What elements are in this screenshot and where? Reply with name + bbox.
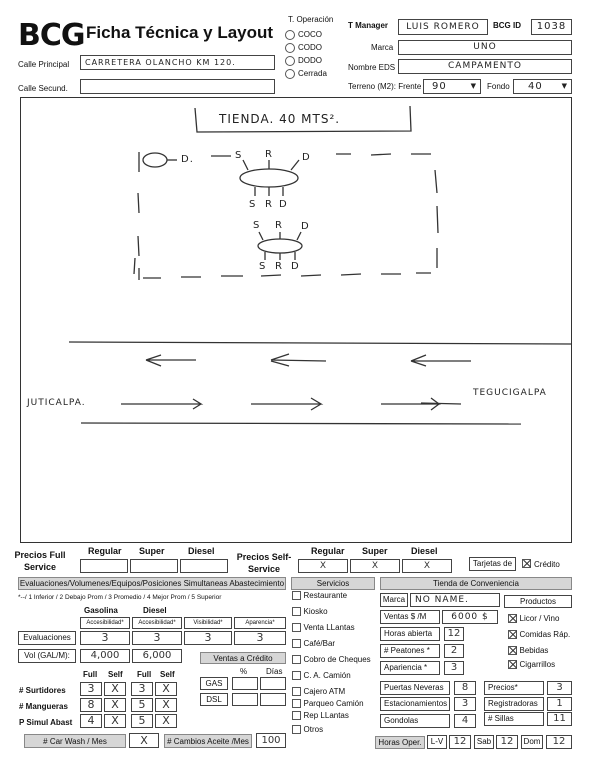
credito-checkbox[interactable] bbox=[522, 559, 531, 568]
evaluaciones-label: Evaluaciones bbox=[18, 631, 76, 645]
bcg-id-label: BCG ID bbox=[493, 21, 521, 30]
neveras-field[interactable]: 8 bbox=[454, 681, 476, 695]
operation-label: T. Operación bbox=[288, 15, 334, 24]
eval-value-2[interactable]: 3 bbox=[132, 631, 182, 645]
apariencia-label: Apariencia * bbox=[380, 661, 440, 675]
col-header-3: Visibilidad* bbox=[184, 617, 232, 629]
manager-label: T Manager bbox=[348, 21, 389, 30]
operation-options bbox=[285, 28, 327, 80]
surtidores-v2[interactable]: X bbox=[104, 682, 126, 696]
island2-bottom-d: D bbox=[291, 261, 300, 272]
col-header-1: Accesibilidad* bbox=[80, 617, 130, 629]
nombre-eds-label: Nombre EDS bbox=[348, 63, 396, 72]
mangueras-v3[interactable]: 5 bbox=[131, 698, 153, 712]
terreno-label: Terreno (M2): Frente bbox=[348, 82, 422, 91]
left-city-label: JUTICALPA. bbox=[27, 398, 86, 408]
service-item[interactable]: Otros bbox=[292, 724, 323, 734]
mangueras-label: # Mangueras bbox=[19, 702, 68, 711]
sillas-label: # Sillas bbox=[484, 712, 544, 726]
estacionamientos-label: Estacionamientos bbox=[380, 697, 450, 711]
store-label: TIENDA. 40 MTS². bbox=[219, 112, 341, 126]
precios-store-field[interactable]: 3 bbox=[547, 681, 572, 695]
radio-codo[interactable]: CODO bbox=[285, 41, 327, 54]
vol-label: Vol (GAL/M): bbox=[18, 649, 76, 663]
col-header-4: Aparencia* bbox=[234, 617, 286, 629]
marca-field[interactable]: UNO bbox=[398, 40, 572, 55]
precios-self-label: Precios Self-Service bbox=[236, 552, 292, 574]
eval-value-1[interactable]: 3 bbox=[80, 631, 130, 645]
simul-v2[interactable]: X bbox=[104, 714, 126, 728]
gasolina-label: Gasolina bbox=[84, 606, 118, 615]
self-regular-price[interactable]: X bbox=[298, 559, 348, 573]
island2-top-r: R bbox=[275, 220, 283, 231]
right-city-label: TEGUCIGALPA bbox=[473, 388, 547, 398]
island2-top-d: D bbox=[301, 221, 310, 232]
sab-field[interactable]: 12 bbox=[496, 735, 518, 749]
mangueras-v4[interactable]: X bbox=[155, 698, 177, 712]
bcg-id-field[interactable]: 1038 bbox=[531, 19, 572, 35]
self-label-1: Self bbox=[108, 670, 123, 679]
radio-coco[interactable]: COCO bbox=[285, 28, 327, 41]
peatones-field[interactable]: 2 bbox=[444, 644, 464, 658]
simul-v1[interactable]: 4 bbox=[80, 714, 102, 728]
dsl-dias[interactable] bbox=[260, 693, 286, 706]
full-super-price[interactable] bbox=[130, 559, 178, 573]
cambios-label: # Cambios Aceite /Mes bbox=[164, 734, 252, 748]
registradoras-field[interactable]: 1 bbox=[547, 697, 572, 711]
island2-bottom-s: S bbox=[259, 261, 267, 272]
self-super-price[interactable]: X bbox=[350, 559, 400, 573]
tarjetas-label: Tarjetas de bbox=[469, 557, 516, 571]
diesel-label-2: Diesel bbox=[411, 546, 438, 556]
marca-label: Marca bbox=[371, 43, 394, 52]
calle-secundaria-field[interactable] bbox=[80, 79, 275, 94]
island1-bottom-d: D bbox=[279, 199, 288, 210]
page-title: Ficha Técnica y Layout bbox=[86, 23, 274, 42]
full-label-2: Full bbox=[137, 670, 152, 679]
chevron-down-icon[interactable]: ▼ bbox=[470, 82, 477, 90]
calle-principal-label: Calle Principal bbox=[18, 60, 70, 69]
neveras-label: Puertas Neveras bbox=[380, 681, 450, 695]
services-header: Servicios bbox=[291, 577, 375, 590]
island2-top-s: S bbox=[253, 220, 261, 231]
gas-label: GAS bbox=[200, 677, 228, 690]
full-regular-price[interactable] bbox=[80, 559, 128, 573]
nombre-eds-field[interactable]: CAMPAMENTO bbox=[398, 59, 572, 74]
peatones-label: # Peatones * bbox=[380, 644, 440, 658]
service-item[interactable]: Cajero ATM bbox=[292, 686, 345, 696]
service-item[interactable]: Restaurante bbox=[292, 590, 347, 600]
full-label-1: Full bbox=[83, 670, 98, 679]
radio-dodo[interactable]: DODO bbox=[285, 54, 327, 67]
dom-field[interactable]: 12 bbox=[546, 735, 572, 749]
radio-cerrada[interactable]: Cerrada bbox=[285, 67, 327, 80]
store-marca-field[interactable]: NO NAME. bbox=[410, 593, 500, 607]
precios-store-label: Precios* bbox=[484, 681, 544, 695]
island1-bottom-s: S bbox=[249, 199, 257, 210]
island2-bottom-r: R bbox=[275, 261, 283, 272]
surtidores-v3[interactable]: 3 bbox=[131, 682, 153, 696]
logo: BCG bbox=[18, 18, 85, 53]
precios-full-label: Precios Full Service bbox=[14, 550, 66, 572]
simul-v4[interactable]: X bbox=[155, 714, 177, 728]
mangueras-v1[interactable]: 8 bbox=[80, 698, 102, 712]
island1-top-d: D bbox=[302, 152, 311, 163]
sab-label: Sab bbox=[474, 735, 494, 749]
service-item[interactable]: Kiosko bbox=[292, 606, 328, 616]
service-item[interactable]: Rep LLantas bbox=[292, 710, 349, 720]
dsl-pct[interactable] bbox=[232, 693, 258, 706]
chevron-down-icon[interactable]: ▼ bbox=[561, 82, 568, 90]
island1-top-r: R bbox=[265, 149, 273, 160]
calle-principal-field[interactable]: CARRETERA OLANCHO KM 120. bbox=[80, 55, 275, 70]
tank-label: D. bbox=[181, 154, 194, 165]
surtidores-v4[interactable]: X bbox=[155, 682, 177, 696]
self-diesel-price[interactable]: X bbox=[402, 559, 452, 573]
col-header-2: Accesibilidad* bbox=[132, 617, 182, 629]
surtidores-v1[interactable]: 3 bbox=[80, 682, 102, 696]
rating-scale: *--/ 1 Inferior / 2 Debajo Prom / 3 Promedio / 4 Mejor Prom / 5 Superior bbox=[18, 594, 222, 601]
diesel-eval-label: Diesel bbox=[143, 606, 167, 615]
pct-label: % bbox=[240, 667, 248, 676]
product-item[interactable]: Licor / Vino bbox=[508, 613, 559, 623]
service-item[interactable]: Venta LLantas bbox=[292, 622, 355, 632]
frente-field[interactable]: 90 ▼ bbox=[423, 79, 481, 94]
product-item[interactable]: Comidas Ráp. bbox=[508, 629, 570, 639]
gas-pct[interactable] bbox=[232, 677, 258, 690]
island1-bottom-r: R bbox=[265, 199, 273, 210]
credito-label: Crédito bbox=[534, 560, 560, 569]
apariencia-field[interactable]: 3 bbox=[444, 661, 464, 675]
estacionamientos-field[interactable]: 3 bbox=[454, 697, 476, 711]
registradoras-label: Registradoras bbox=[484, 697, 544, 711]
gondolas-label: Gondolas bbox=[380, 714, 450, 728]
horas-abierta-field[interactable]: 12 bbox=[444, 627, 464, 641]
gas-dias[interactable] bbox=[260, 677, 286, 690]
horas-abierta-label: Horas abierta bbox=[380, 627, 440, 641]
mangueras-v2[interactable]: X bbox=[104, 698, 126, 712]
eval-value-3[interactable]: 3 bbox=[184, 631, 232, 645]
service-item[interactable]: Café/Bar bbox=[292, 638, 335, 648]
service-item[interactable]: C. A. Camión bbox=[292, 670, 351, 680]
surtidores-label: # Surtidores bbox=[19, 686, 66, 695]
sillas-field[interactable]: 11 bbox=[547, 712, 572, 726]
ventas-label: Ventas $ /M bbox=[380, 610, 440, 624]
full-diesel-price[interactable] bbox=[180, 559, 228, 573]
store-marca-label: Marca bbox=[380, 593, 408, 607]
carwash-value[interactable]: X bbox=[129, 733, 159, 748]
super-label-2: Super bbox=[362, 546, 388, 556]
layout-sketch bbox=[20, 97, 572, 543]
dias-label: Días bbox=[266, 667, 283, 676]
dom-label: Dom bbox=[521, 735, 543, 749]
productos-label: Productos bbox=[504, 595, 572, 608]
gondolas-field[interactable]: 4 bbox=[454, 714, 476, 728]
sketch-drawing bbox=[21, 98, 573, 544]
lv-field[interactable]: 12 bbox=[449, 735, 471, 749]
manager-field[interactable]: LUIS ROMERO bbox=[398, 19, 488, 35]
super-label-1: Super bbox=[139, 546, 165, 556]
evaluation-section-header: Evaluaciones/Volumenes/Equipos/Posiciones Simultaneas Abastecimiento bbox=[19, 579, 285, 588]
product-item[interactable]: Bebidas bbox=[508, 645, 548, 655]
diesel-label-1: Diesel bbox=[188, 546, 215, 556]
store-header: Tienda de Conveniencia bbox=[380, 577, 572, 590]
cambios-value[interactable]: 100 bbox=[256, 733, 286, 748]
carwash-label: # Car Wash / Mes bbox=[24, 734, 126, 748]
simul-label: P Simul Abast bbox=[19, 718, 73, 727]
fondo-field[interactable]: 40 ▼ bbox=[513, 79, 572, 94]
dsl-label: DSL bbox=[200, 693, 228, 706]
product-item[interactable]: Cigarrillos bbox=[508, 659, 555, 669]
horas-oper-label: Horas Oper. bbox=[375, 736, 425, 749]
fondo-label: Fondo bbox=[487, 82, 510, 91]
regular-label-2: Regular bbox=[311, 546, 345, 556]
island1-top-s: S bbox=[235, 150, 243, 161]
ventas-credito-header: Ventas a Crédito bbox=[200, 652, 286, 664]
service-item[interactable]: Parqueo Camión bbox=[292, 698, 364, 708]
simul-v3[interactable]: 5 bbox=[131, 714, 153, 728]
vol-diesel[interactable]: 6,000 bbox=[132, 649, 182, 663]
regular-label-1: Regular bbox=[88, 546, 122, 556]
service-item[interactable]: Cobro de Cheques bbox=[292, 654, 371, 664]
vol-gasolina[interactable]: 4,000 bbox=[80, 649, 130, 663]
self-label-2: Self bbox=[160, 670, 175, 679]
eval-value-4[interactable]: 3 bbox=[234, 631, 286, 645]
calle-secundaria-label: Calle Secund. bbox=[18, 84, 68, 93]
lv-label: L-V bbox=[427, 735, 447, 749]
ventas-field[interactable]: 6000 $ bbox=[442, 610, 498, 624]
